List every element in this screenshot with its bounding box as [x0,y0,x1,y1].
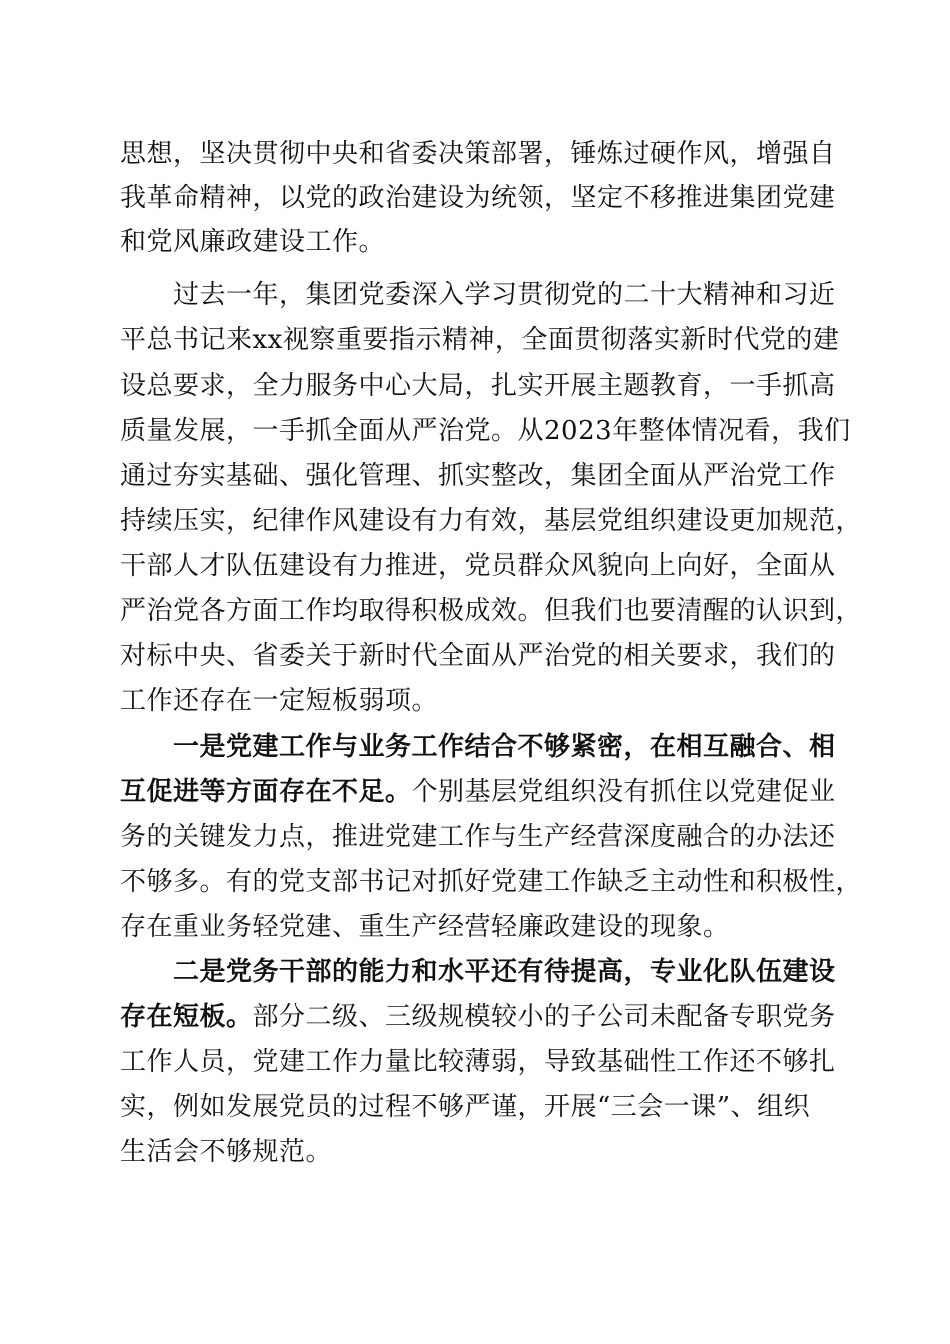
paragraph-line [120,364,836,408]
line-text: 持续压实，纪律作风建设有力有效，基层党组织建设更加规范， [120,506,863,536]
line-text: 平总书记来xx视察重要指示精神，全面贯彻落实新时代党的建 [120,325,840,355]
line-text: 和党风廉政建设工作。 [120,227,386,257]
paragraph-line [173,725,836,769]
paragraph-line [120,770,836,814]
line-text: 工作人员，党建工作力量比较薄弱，导致基础性工作还不够扎 [120,1047,836,1077]
line-text: 不够多。有的党支部书记对抓好党建工作缺乏主动性和积极性， [120,867,863,897]
line-text: 通过夯实基础、强化管理、抓实整改，集团全面从严治党工作 [120,461,836,491]
line-text: 生活会不够规范。 [120,1137,333,1167]
paragraph-line [120,1085,810,1129]
line-text: 存在重业务轻党建、重生产经营轻廉政建设的现象。 [120,912,730,942]
line-text: 过去一年，集团党委深入学习贯彻党的二十大精神和习近 [173,280,836,310]
paragraph-line [120,176,836,220]
paragraph-line [120,815,836,859]
line-text: 个别基层党组织没有抓住以党建促业 [411,777,836,807]
line-text: 严治党各方面工作均取得积极成效。但我们也要清醒的认识到， [120,596,863,626]
bold-heading-text: 一是党建工作与业务工作结合不够紧密，在相互融合、相 [173,732,836,762]
line-text: 思想，坚决贯彻中央和省委决策部署，锤炼过硬作风，增强自 [120,139,836,169]
paragraph-line [120,679,438,723]
paragraph-line [120,499,862,543]
line-text: 设总要求，全力服务中心大局，扎实开展主题教育，一手抓高 [120,371,836,401]
paragraph-line [120,544,836,588]
paragraph-line [120,220,385,264]
paragraph-line [120,409,851,453]
paragraph-line [120,1130,332,1174]
bold-heading-text: 二是党务干部的能力和水平还有待提高，专业化队伍建设 [173,957,836,987]
paragraph-line [120,1040,836,1084]
paragraph-line [120,860,862,904]
paragraph-line [120,454,836,498]
line-text: 对标中央、省委关于新时代全面从严治党的相关要求，我们的 [120,641,836,671]
paragraph-line [120,995,836,1039]
line-text: 务的关键发力点，推进党建工作与生产经营深度融合的办法还 [120,822,836,852]
line-text: 部分二级、三级规模较小的子公司未配备专职党务 [252,1002,836,1032]
paragraph-line [120,589,862,633]
paragraph-line [173,950,836,994]
line-text: 工作还存在一定短板弱项。 [120,686,439,716]
line-text: 实，例如发展党员的过程不够严谨，开展“三会一课”、组织 [120,1092,811,1122]
paragraph-line [120,634,836,678]
paragraph-line [173,273,836,317]
paragraph-line [120,318,839,362]
paragraph-line [120,132,836,176]
paragraph-line [120,905,730,949]
bold-heading-text: 存在短板。 [120,1002,253,1032]
bold-heading-text: 互促进等方面存在不足。 [120,777,412,807]
line-text: 干部人才队伍建设有力推进，党员群众风貌向上向好，全面从 [120,551,836,581]
line-text: 质量发展，一手抓全面从严治党。从2023年整体情况看，我们 [120,416,851,446]
line-text: 我革命精神，以党的政治建设为统领，坚定不移推进集团党建 [120,183,836,213]
